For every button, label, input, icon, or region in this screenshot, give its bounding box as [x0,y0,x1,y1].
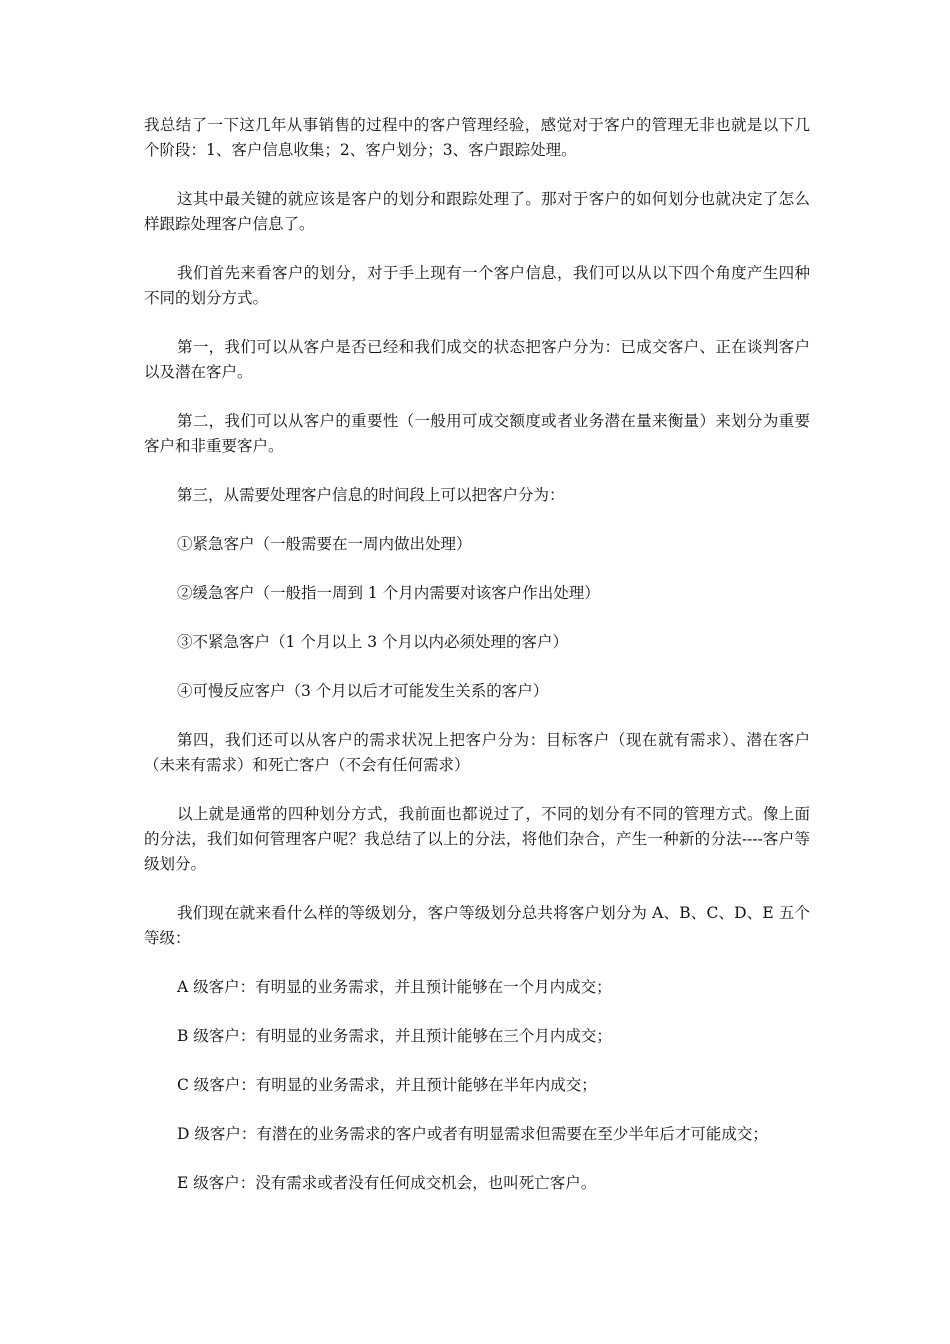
grade-item-c: C 级客户：有明显的业务需求，并且预计能够在半年内成交； [177,1076,597,1094]
grade-item-e: E 级客户：没有需求或者没有任何成交机会，也叫死亡客户。 [177,1174,597,1192]
paragraph-summary: 以上就是通常的四种划分方式，我前面也都说过了，不同的划分有不同的管理方式。像上面的分法，我们如何管理客户呢？我总结了以上的分法，将他们杂合，产生一种新的分法----客户等级划分。 [144,805,810,873]
paragraph-division-overview: 我们首先来看客户的划分，对于手上现有一个客户信息，我们可以从以下四个角度产生四种不同的划分方式。 [144,264,810,307]
paragraph-intro: 我总结了一下这几年从事销售的过程中的客户管理经验，感觉对于客户的管理无非也就是以下几个阶段：1、客户信息收集；2、客户划分；3、客户跟踪处理。 [144,116,810,159]
list-item-not-urgent: ③不紧急客户（1 个月以上 3 个月以内必须处理的客户） [177,633,569,651]
grade-item-a: A 级客户：有明显的业务需求，并且预计能够在一个月内成交； [177,978,612,996]
list-item-urgent: ①紧急客户（一般需要在一周内做出处理） [177,535,472,553]
paragraph-key-point: 这其中最关键的就应该是客户的划分和跟踪处理了。那对于客户的如何划分也就决定了怎么样跟踪处理客户信息了。 [144,190,810,233]
grade-item-d: D 级客户：有潜在的业务需求的客户或者有明显需求但需要在至少半年后才可能成交； [177,1125,768,1143]
paragraph-third-method: 第三，从需要处理客户信息的时间段上可以把客户分为： [177,486,565,504]
paragraph-second-method: 第二，我们可以从客户的重要性（一般用可成交额度或者业务潜在量来衡量）来划分为重要客户和非重要客户。 [144,412,810,455]
list-item-semi-urgent: ②缓急客户（一般指一周到 1 个月内需要对该客户作出处理） [177,584,600,602]
paragraph-first-method: 第一，我们可以从客户是否已经和我们成交的状态把客户分为：已成交客户、正在谈判客户以及潜在客户。 [144,338,810,381]
document-body [144,113,810,1220]
paragraph-fourth-method: 第四，我们还可以从客户的需求状况上把客户分为：目标客户（现在就有需求）、潜在客户（未来有需求）和死亡客户（不会有任何需求） [144,731,810,774]
paragraph-grade-intro: 我们现在就来看什么样的等级划分，客户等级划分总共将客户划分为 A、B、C、D、E 五个等级： [144,904,810,947]
grade-item-b: B 级客户：有明显的业务需求，并且预计能够在三个月内成交； [177,1027,612,1045]
list-item-slow-response: ④可慢反应客户（3 个月以后才可能发生关系的客户） [177,682,549,700]
